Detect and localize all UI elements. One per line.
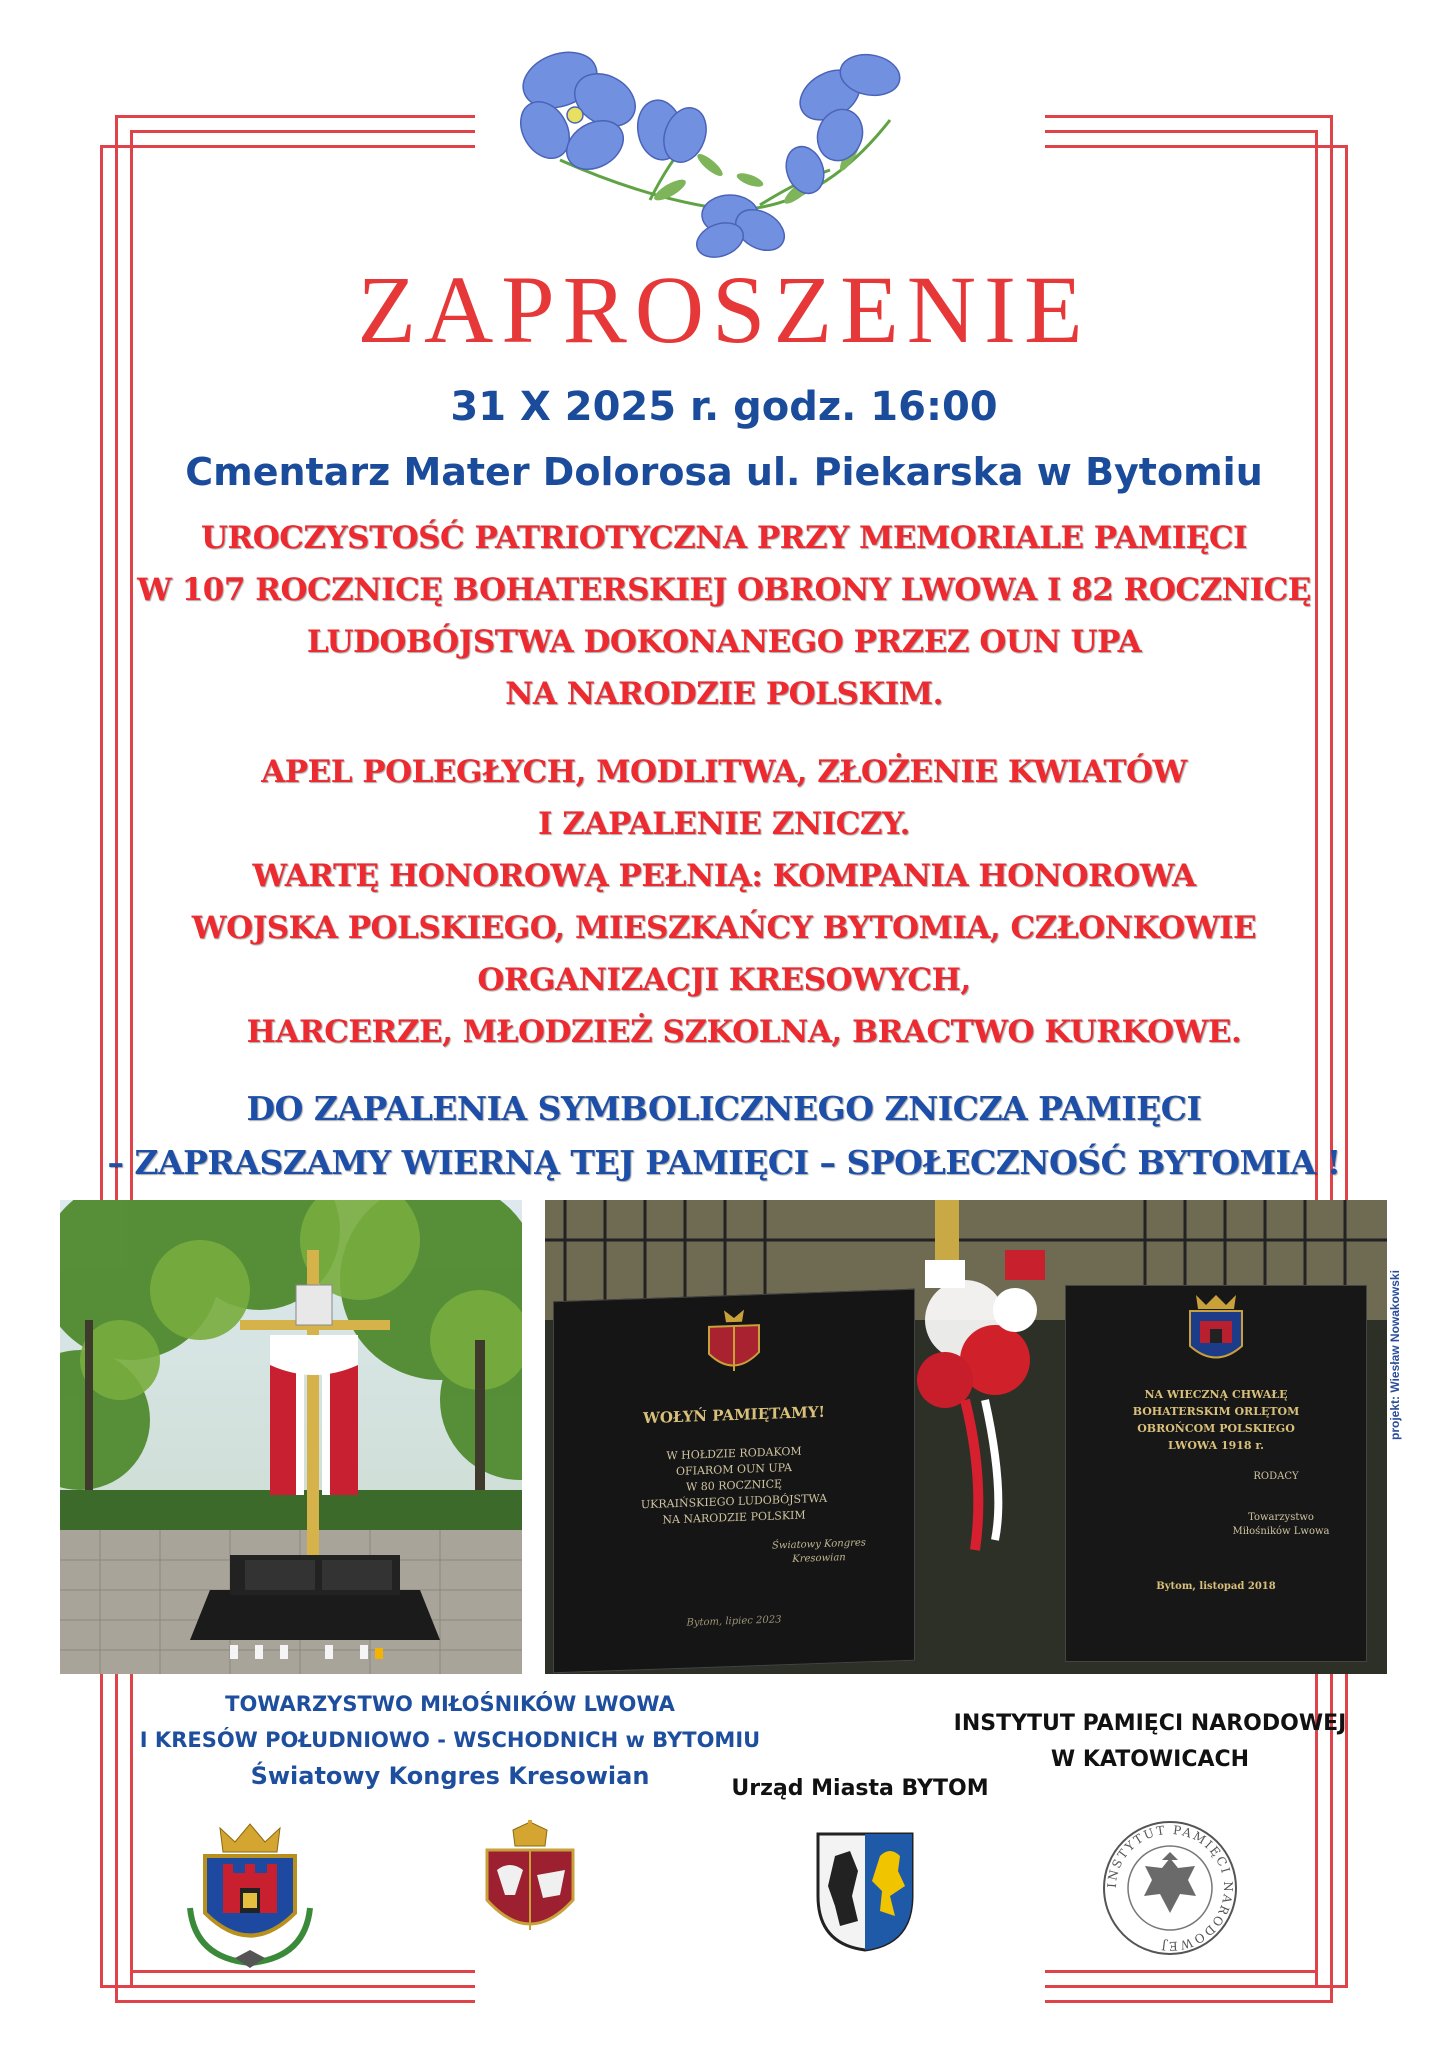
left-plaque-line: NA NARODZIE POLSKIM <box>662 1508 806 1527</box>
flax-flowers-decoration <box>500 40 920 260</box>
right-plaque-signature-line: Towarzystwo <box>1248 1512 1314 1523</box>
organizer-ipn <box>920 1706 1380 1778</box>
program-line: WOJSKA POLSKIEGO, MIESZKAŃCY BYTOMIA, CZŁONKOWIE <box>191 910 1257 946</box>
ipn-seal-icon <box>1100 1818 1240 1958</box>
plaque-lwow-crest-icon <box>1176 1291 1256 1371</box>
left-plaque-signature <box>734 1535 904 1569</box>
plaque-eagle-pahonia-crest-icon <box>704 1307 764 1379</box>
ceremony-description <box>60 512 1388 720</box>
right-plaque-line: LWOWA 1918 r. <box>1168 1439 1264 1452</box>
left-plaque-line: OFIAROM OUN UPA <box>675 1460 792 1479</box>
organizer-ipn-line: W KATOWICACH <box>1050 1747 1250 1772</box>
left-plaque-header: WOŁYŃ PAMIĘTAMY! <box>643 1402 825 1428</box>
photo-credit: projekt: Wiesław Nowakowski <box>1388 1270 1402 1440</box>
organizer-tml-line: I KRESÓW POŁUDNIOWO - WSCHODNICH w BYTOMIU <box>139 1728 761 1752</box>
ipn-seal-text: INSTYTUT PAMIĘCI NARODOWEJ <box>1104 1822 1236 1954</box>
right-plaque-dedication <box>1066 1386 1366 1454</box>
kresy-eagle-pahonia-crest-icon <box>475 1820 585 1950</box>
program-line: WARTĘ HONOROWĄ PEŁNIĄ: KOMPANIA HONOROWA <box>252 858 1196 894</box>
ceremony-line: NA NARODZIE POLSKIM. <box>505 676 943 712</box>
memorial-plaques-photo <box>545 1200 1387 1674</box>
appeal-text <box>40 1082 1408 1190</box>
organizer-city-office: Urząd Miasta BYTOM <box>731 1776 989 1801</box>
left-plaque-dedication <box>554 1440 914 1533</box>
memorial-cross-image <box>60 1200 522 1674</box>
appeal-line: DO ZAPALENIA SYMBOLICZNEGO ZNICZA PAMIĘCI <box>246 1089 1202 1128</box>
bytom-coat-of-arms-icon <box>810 1826 920 1956</box>
right-plaque-line: OBROŃCOM POLSKIEGO <box>1137 1422 1295 1435</box>
right-plaque-line: NA WIECZNĄ CHWAŁĘ <box>1144 1388 1288 1401</box>
left-plaque-signature-line: Kresowian <box>792 1552 846 1565</box>
organizer-ipn-line: INSTYTUT PAMIĘCI NARODOWEJ <box>953 1711 1347 1736</box>
left-plaque-line: W 80 ROCZNICĘ <box>685 1477 783 1494</box>
left-plaque-signature-line: Światowy Kongres <box>772 1537 866 1552</box>
ceremony-line: LUDOBÓJSTWA DOKONANEGO PRZEZ OUN UPA <box>306 624 1142 660</box>
event-place: Cmentarz Mater Dolorosa ul. Piekarska w Bytomiu <box>185 450 1263 494</box>
organizer-tml-line: TOWARZYSTWO MIŁOŚNIKÓW LWOWA <box>225 1692 675 1716</box>
left-plaque-date: Bytom, lipiec 2023 <box>686 1614 782 1629</box>
left-memorial-plaque <box>553 1289 915 1674</box>
ceremony-line: UROCZYSTOŚĆ PATRIOTYCZNA PRZY MEMORIALE PAMIĘCI <box>200 520 1248 556</box>
right-plaque-date: Bytom, listopad 2018 <box>1156 1581 1276 1592</box>
program-line: APEL POLEGŁYCH, MODLITWA, ZŁOŻENIE KWIATÓW <box>261 754 1187 790</box>
right-memorial-plaque <box>1065 1285 1367 1662</box>
left-plaque-line: W HOŁDZIE RODAKOM <box>666 1444 802 1463</box>
ceremony-line: W 107 ROCZNICĘ BOHATERSKIEJ OBRONY LWOWA I 82 ROCZNICĘ <box>137 572 1311 608</box>
left-plaque-line: UKRAIŃSKIEGO LUDOBÓJSTWA <box>640 1491 828 1512</box>
event-date-time: 31 X 2025 r. godz. 16:00 <box>450 384 998 430</box>
appeal-line: – ZAPRASZAMY WIERNĄ TEJ PAMIĘCI – SPOŁECZNOŚĆ BYTOMIA ! <box>107 1143 1341 1182</box>
right-plaque-line: BOHATERSKIM ORLĘTOM <box>1132 1405 1300 1418</box>
program-line: I ZAPALENIE ZNICZY. <box>538 806 910 842</box>
right-plaque-rodacy: RODACY <box>1253 1471 1299 1482</box>
organizer-congress: Światowy Kongres Kresowian <box>250 1762 650 1790</box>
program-line: ORGANIZACJI KRESOWYCH, <box>477 962 971 998</box>
right-plaque-signature-line: Miłośników Lwowa <box>1232 1526 1330 1537</box>
program-line: HARCERZE, MŁODZIEŻ SZKOLNA, BRACTWO KURKOWE. <box>246 1014 1242 1050</box>
program-description <box>60 746 1388 1058</box>
right-plaque-signature <box>1206 1511 1356 1539</box>
lwow-coat-of-arms-icon <box>185 1818 315 1968</box>
memorial-cross-photo <box>60 1200 522 1674</box>
invitation-title: ZAPROSZENIE <box>357 256 1091 363</box>
